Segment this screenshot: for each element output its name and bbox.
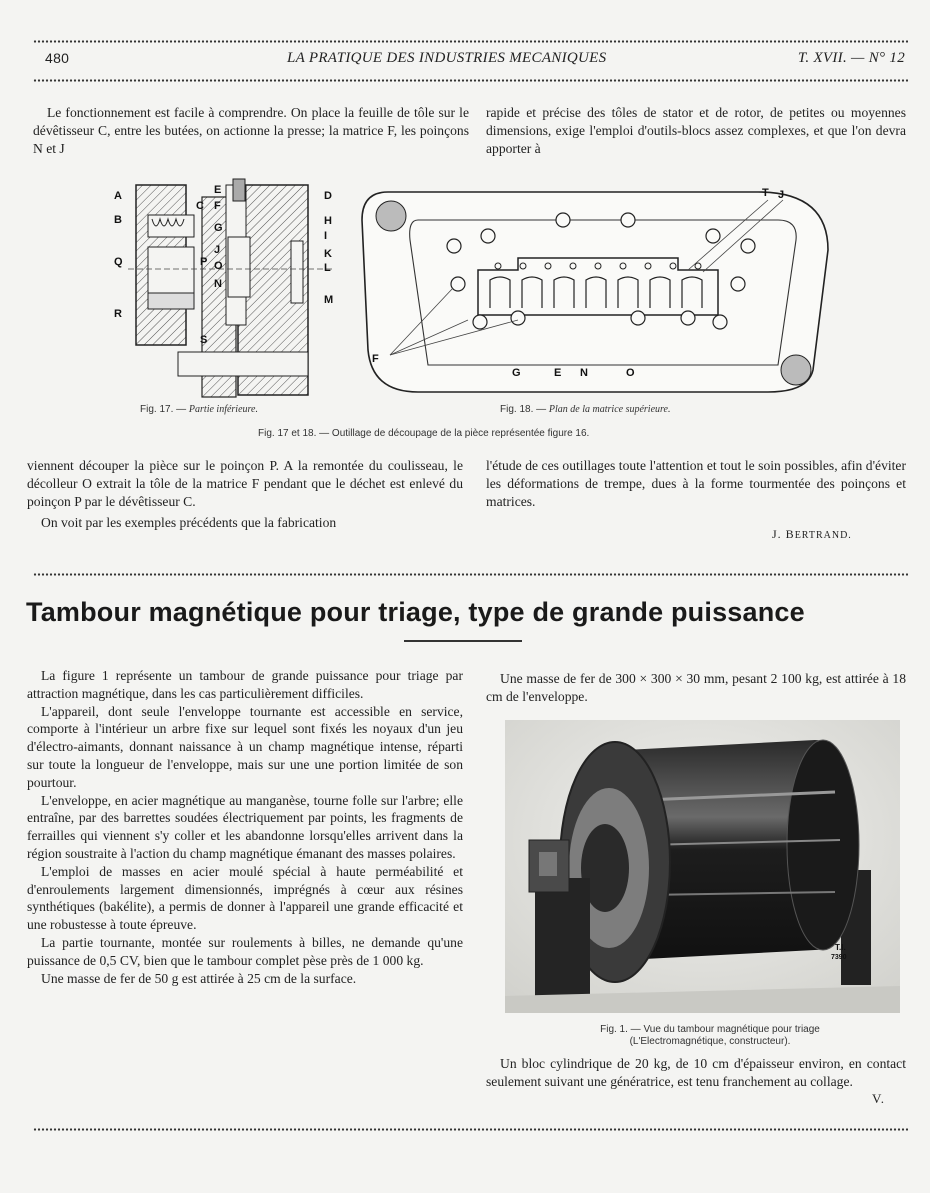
fig17-label: I (324, 230, 328, 242)
signature-rest: ERTRAND. (794, 530, 852, 541)
fig17-label: P (200, 256, 208, 268)
paragraph: L'appareil, dont seule l'enveloppe tournante est accessible en service, comporte à l'intérieur un arbre fixe sur lequel sont fixés les noyaux d'un jeu d'électro-aimants, donnant naissance à un champ magnétique intense, réparti sur toute la longueur de l'enveloppe, mais sur une une portion limitée de son pourtour. (27, 703, 463, 790)
running-header (45, 50, 905, 72)
article1-left-bottom (27, 457, 463, 532)
paragraph: Un bloc cylindrique de 20 kg, de 10 cm d'épaisseur environ, en contact seulement suivant une génératrice, est tenu franchement au collage. (486, 1056, 906, 1089)
fig18-label: F (372, 353, 379, 365)
fig17-label: J (214, 244, 221, 256)
fig17-label: G (214, 222, 223, 234)
paragraph: L'emploi de masses en acier moulé spécial à haute perméabilité et d'enroulements largement dimensionnés, imprégnés à cœur aux résines synthétiques (bakélite), a permis de donner à l'appareil une grande efficacité et une robustesse à toute épreuve. (27, 863, 463, 933)
fig17-label: E (214, 184, 222, 196)
fig17-caption (140, 404, 258, 415)
fig17-label: F (214, 200, 221, 212)
article1-right-top (486, 104, 906, 157)
fig17-label: N (214, 278, 222, 290)
drum-photo-image (505, 720, 900, 1013)
fig17-drawing (108, 177, 348, 402)
article2-signature: V. (872, 1091, 885, 1106)
paragraph: Une masse de fer de 300 × 300 × 30 mm, pesant 2 100 kg, est attirée à 18 cm de l'enveloppe. (486, 671, 906, 704)
paragraph: La figure 1 représente un tambour de grande puissance pour triage par attraction magnétique, dans les cas particulièrement difficiles. (27, 668, 463, 701)
article2-right-top (486, 670, 906, 706)
fig17-caption-num: Fig. 17. — (140, 404, 187, 415)
figs-17-18-caption: Fig. 17 et 18. — Outillage de découpage de la pièce représentée figure 16. (258, 428, 590, 439)
journal-title: LA PRATIQUE DES INDUSTRIES MECANIQUES (287, 50, 607, 66)
article1-right-bottom (486, 457, 906, 510)
fig1-caption-line2: (L'Electromagnétique, constructeur). (629, 1036, 791, 1047)
paragraph: l'étude de ces outillages toute l'attention et tout le soin possibles, afin d'éviter les déformations de trempe, dues à la forme tourmentée des poinçons et matrices. (486, 458, 906, 509)
fig17-label: O (214, 260, 223, 272)
article-separator (33, 573, 908, 576)
fig17-label: M (324, 294, 334, 306)
fig18-label: J (778, 189, 785, 201)
fig18-caption (500, 404, 670, 415)
drum-photo (505, 720, 900, 1013)
header-rule-bottom (33, 79, 908, 82)
page-number: 480 (45, 50, 70, 66)
fig17-label: A (114, 190, 122, 202)
paragraph: viennent découper la pièce sur le poinçon P. A la remontée du coulisseau, le décolleur O extrait la tôle de la matrice F pendant que le déchet est enlevé du poinçon P par le dévêtisseur C. (27, 458, 463, 509)
fig18-label: O (626, 367, 635, 379)
fig17-label: D (324, 190, 332, 202)
fig17-label: B (114, 214, 122, 226)
article2-right-bottom (486, 1055, 906, 1091)
paragraph: Le fonctionnement est facile à comprendre. On place la feuille de tôle sur le dévêtisseur C, entre les butées, on actionne la presse; la matrice F, les poinçons N et J (33, 105, 469, 156)
photo-mark-bottom: 7390 (831, 954, 847, 961)
signature-initial: J. B (772, 527, 795, 541)
fig17-label: S (200, 334, 208, 346)
paragraph: Une masse de fer de 50 g est attirée à 25 cm de la surface. (41, 970, 357, 986)
fig17-caption-text: Partie inférieure. (188, 404, 258, 415)
article1-left-top (33, 104, 469, 157)
author-signature (772, 527, 852, 542)
article2-title: Tambour magnétique pour triage, type de grande puissance (26, 597, 805, 627)
fig18-label: E (554, 367, 562, 379)
fig17-label: L (324, 262, 331, 274)
paragraph: On voit par les exemples précédents que la fabrication (41, 515, 337, 531)
fig18-label: T (762, 187, 769, 199)
fig1-caption (545, 1024, 875, 1048)
fig17-label: K (324, 248, 332, 260)
fig18-label: N (580, 367, 588, 379)
article2-left-column (27, 667, 463, 987)
volume-issue: T. XVII. — N° 12 (797, 50, 905, 66)
photo-mark-top: T.I. (835, 943, 846, 952)
fig18-drawing (358, 180, 840, 402)
title-rule (404, 640, 522, 642)
paragraph: rapide et précise des tôles de stator et de rotor, de petites ou moyennes dimensions, exige l'emploi d'outils-blocs assez complexes, et que l'on devra apporter à (486, 105, 906, 156)
footer-rule (33, 1128, 908, 1131)
fig17-label: Q (114, 256, 123, 268)
fig17-label: H (324, 215, 332, 227)
fig18-caption-num: Fig. 18. — (500, 404, 547, 415)
fig17-label: C (196, 200, 204, 212)
paragraph: La partie tournante, montée sur roulements à billes, ne demande qu'une puissance de 0,5 CV, bien que le tambour complet pèse près de 1 000 kg. (27, 934, 463, 968)
fig18-caption-text: Plan de la matrice supérieure. (548, 404, 671, 415)
fig1-caption-line1: Fig. 1. — Vue du tambour magnétique pour triage (600, 1024, 820, 1035)
fig17-label: R (114, 308, 122, 320)
paragraph: L'enveloppe, en acier magnétique au manganèse, tourne folle sur l'arbre; elle entraîne, par des barrettes soudées électriquement par points, les fragments de ferrailles qui viennent s'y coller et les abandonne lorsqu'elles arrivent dans la région soustraite à l'action du champ magnétique émanant des masses polaires. (27, 792, 463, 861)
header-rule-top (33, 40, 908, 43)
fig18-label: G (512, 367, 521, 379)
